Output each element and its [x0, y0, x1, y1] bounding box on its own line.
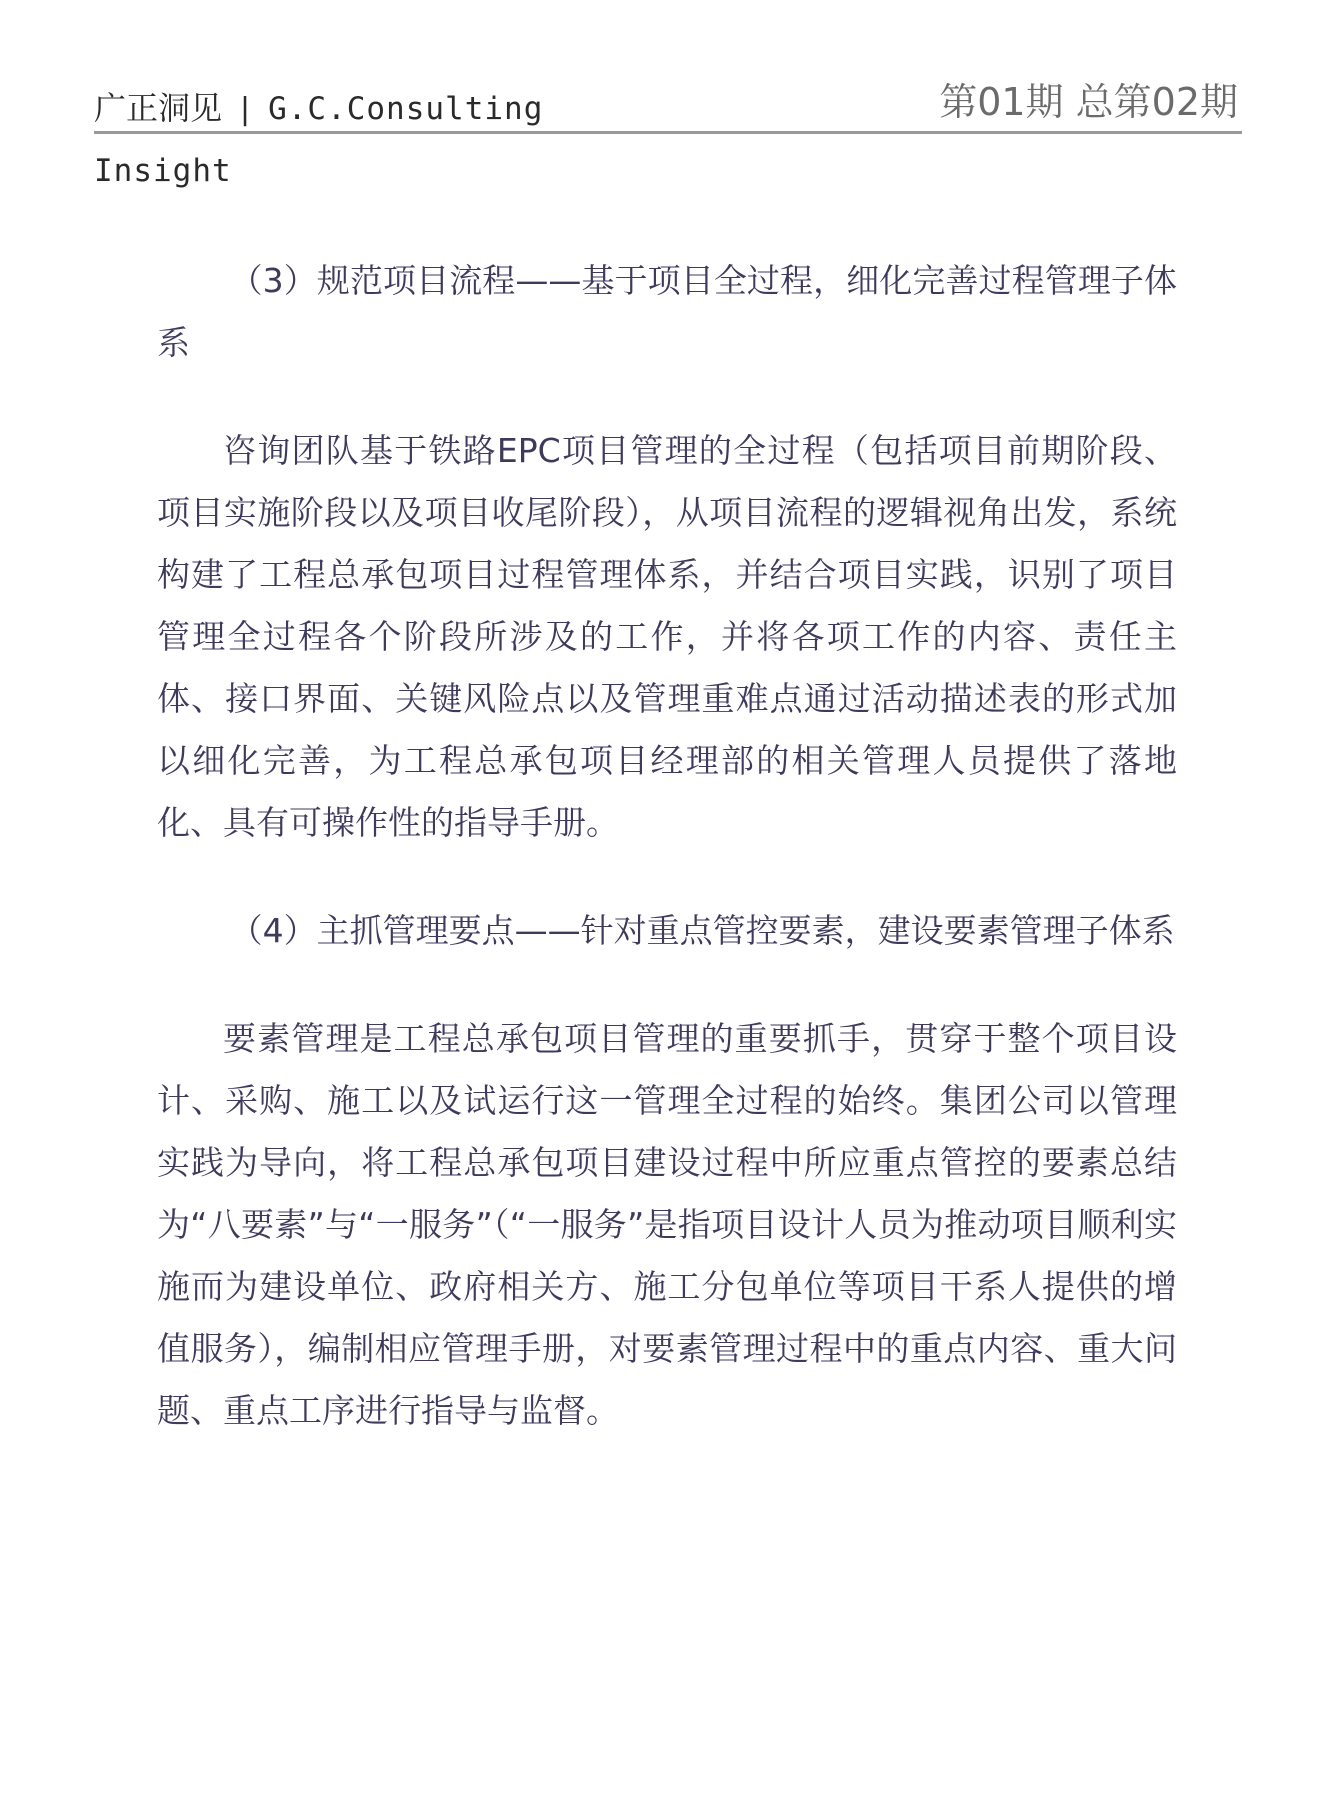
brand-separator: |	[236, 92, 255, 127]
section-heading: （4）主抓管理要点——针对重点管控要素，建设要素管理子体系	[229, 911, 1175, 950]
body-paragraph: 咨询团队基于铁路EPC项目管理的全过程（包括项目前期阶段、项目实施阶段以及项目收尾阶段），从项目流程的逻辑视角出发，系统构建了工程总承包项目过程管理体系，并结合项目实践，识别了项目管理全过程各个阶段所涉及的工作，并将各项工作的内容、责任主体、接口界面、关键风险点以及管理重难点通过活动描述表的形式加以细化完善，为工程总承包项目经理部的相关管理人员提供了落地化、具有可操作性的指导手册。	[157, 431, 1177, 842]
brand-english-name: G.C.Consulting Insight	[94, 91, 544, 189]
issue-number: 第01期 总第02期	[939, 80, 1238, 124]
body-paragraph: 要素管理是工程总承包项目管理的重要抓手，贯穿于整个项目设计、采购、施工以及试运行这一管理全过程的始终。集团公司以管理实践为导向，将工程总承包项目建设过程中所应重点管控的要素总结为“八要素”与“一服务”（“一服务”是指项目设计人员为推动项目顺利实施而为建设单位、政府相关方、施工分包单位等项目干系人提供的增值服务），编制相应管理手册，对要素管理过程中的重点内容、重大问题、重点工序进行指导与监督。	[157, 1019, 1177, 1430]
section-heading: （3）规范项目流程——基于项目全过程，细化完善过程管理子体系	[157, 261, 1177, 362]
page-header	[94, 72, 1242, 189]
header-divider	[94, 131, 1242, 134]
brand-chinese-name: 广正洞见	[94, 89, 223, 127]
article-body	[157, 250, 1177, 1488]
publication-brand	[94, 80, 594, 205]
